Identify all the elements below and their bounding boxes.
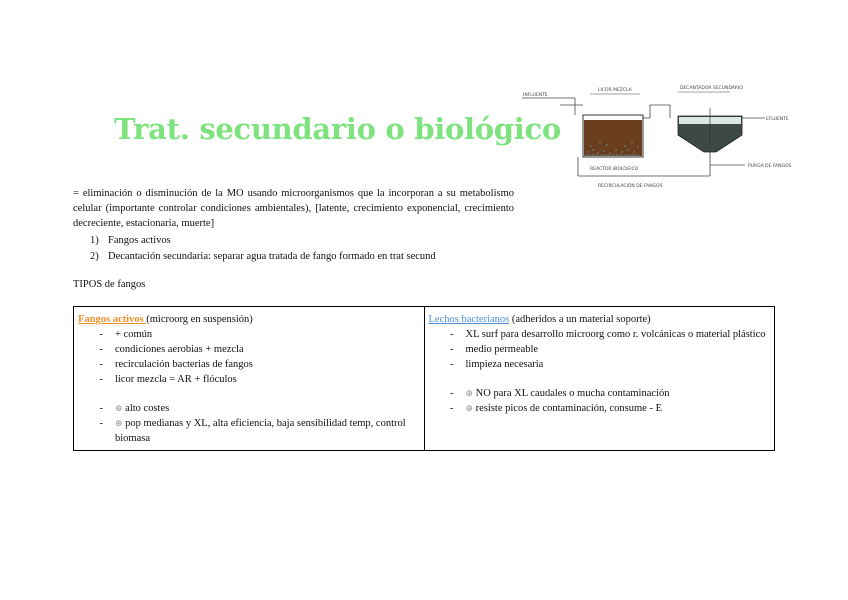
lechos-subheading: (adheridos a un material soporte) — [509, 314, 651, 325]
activated-sludge-diagram — [520, 80, 810, 195]
bullet-icon: ⊕ — [465, 388, 474, 398]
label-efluente: EFLUENTE — [766, 117, 789, 122]
list-item: - medio permeable — [450, 344, 539, 355]
list-item: - condiciones aerobias + mezcla — [99, 344, 244, 355]
intro-paragraph: = eliminación o disminución de la MO usando microorganismos que la incorporan a su metabolismo celular (importante controlar condiciones ambientales), [latente, crecimiento exponencial, crecimiento decreciente, estacionaria, muerte] — [73, 188, 514, 229]
fangos-subheading: (microorg en suspensión) — [146, 314, 253, 325]
reactor-sludge — [584, 120, 642, 156]
label-recirculacion: RECIRCULACIÓN DE FANGOS — [598, 184, 663, 189]
bullet-icon: ⊕ — [115, 403, 123, 413]
label-decantador: DECANTADOR SECUNDARIO — [680, 86, 743, 91]
list-item: - ⊕ NO para XL caudales o mucha contaminación — [450, 388, 670, 399]
bullet-icon: ⊕ — [465, 403, 474, 413]
fangos-heading: Fangos activos — [78, 314, 147, 325]
step-item: 2) Decantación secundaria: separar agua tratada de fango formado en trat secund — [90, 251, 436, 262]
list-item: - licor mezcla = AR + flóculos — [99, 374, 237, 385]
comparison-table — [73, 306, 775, 451]
list-item: - + común — [99, 329, 153, 340]
bullet-icon: ⊕ — [115, 418, 123, 428]
tipos-label: TIPOS de fangos — [73, 279, 146, 290]
list-item: - ⊕ pop medianas y XL, alta eficiencia, baja sensibilidad temp, control biomasa — [99, 418, 406, 444]
lechos-column — [424, 307, 775, 451]
steps-list — [90, 233, 436, 265]
step-item: 1) Fangos activos — [90, 235, 171, 246]
list-item: - ⊕ alto costes — [99, 403, 170, 414]
page-title: Trat. secundario o biológico — [114, 112, 561, 146]
list-item: - XL surf para desarrollo microorg como r. volcánicas o material plástico — [450, 329, 766, 340]
list-item: - ⊕ resiste picos de contaminación, consume - E — [450, 403, 662, 414]
label-influente: INFLUENTE — [523, 93, 548, 98]
lechos-heading: Lechos bacterianos — [428, 314, 510, 325]
fangos-column — [74, 307, 425, 451]
list-item: - limpieza necesaria — [450, 359, 544, 370]
label-licor: LICOR MEZCLA — [598, 88, 632, 93]
label-purga: PURGA DE FANGOS — [748, 164, 792, 169]
list-item: - recirculación bacterias de fangos — [99, 359, 253, 370]
label-reactor: REACTOR BIOLÓGICO — [590, 167, 639, 172]
